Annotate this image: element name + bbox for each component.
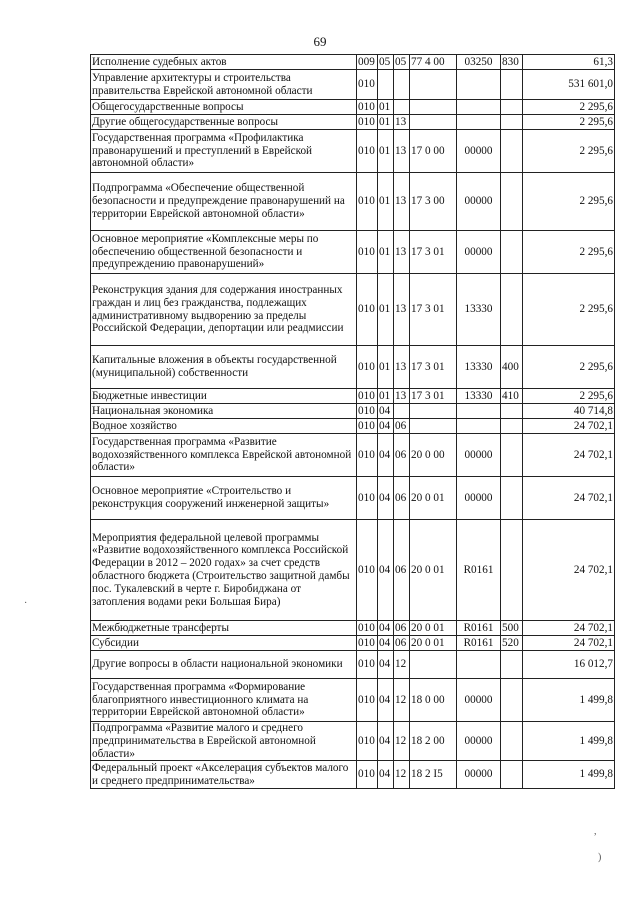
row-name: Исполнение судебных актов (91, 55, 357, 70)
row-name: Другие вопросы в области национальной экономики (91, 651, 357, 679)
row-tsel: 17 3 00 (410, 173, 457, 231)
row-tsel: 20 0 01 (410, 621, 457, 636)
row-amount: 2 295,6 (523, 274, 615, 346)
row-rz: 04 (378, 722, 394, 761)
row-pr: 06 (394, 621, 410, 636)
row-rz: 01 (378, 346, 394, 389)
table-row (91, 679, 615, 722)
row-tsel2: R0161 (457, 621, 501, 636)
row-vr (501, 100, 523, 115)
row-tsel: 18 2 00 (410, 722, 457, 761)
row-ved: 010 (357, 477, 378, 520)
row-tsel (410, 70, 457, 100)
table-row (91, 274, 615, 346)
row-rz: 04 (378, 621, 394, 636)
table-row (91, 434, 615, 477)
row-rz: 01 (378, 173, 394, 231)
row-amount: 2 295,6 (523, 130, 615, 173)
row-vr (501, 679, 523, 722)
row-pr: 13 (394, 389, 410, 404)
row-vr: 400 (501, 346, 523, 389)
row-rz: 04 (378, 651, 394, 679)
row-rz: 05 (378, 55, 394, 70)
row-tsel: 17 3 01 (410, 389, 457, 404)
row-amount: 24 702,1 (523, 477, 615, 520)
row-vr: 410 (501, 389, 523, 404)
row-amount: 24 702,1 (523, 520, 615, 621)
row-amount: 1 499,8 (523, 761, 615, 789)
row-rz: 04 (378, 434, 394, 477)
row-ved: 010 (357, 100, 378, 115)
row-vr (501, 761, 523, 789)
row-vr (501, 651, 523, 679)
row-tsel2 (457, 100, 501, 115)
table-row (91, 419, 615, 434)
row-pr: 12 (394, 722, 410, 761)
table-row (91, 55, 615, 70)
row-pr: 12 (394, 679, 410, 722)
row-amount: 40 714,8 (523, 404, 615, 419)
row-amount: 2 295,6 (523, 346, 615, 389)
row-pr: 06 (394, 434, 410, 477)
row-vr (501, 231, 523, 274)
row-ved: 010 (357, 761, 378, 789)
row-tsel2: 00000 (457, 130, 501, 173)
row-amount: 2 295,6 (523, 100, 615, 115)
row-pr (394, 404, 410, 419)
row-ved: 010 (357, 274, 378, 346)
row-amount: 1 499,8 (523, 679, 615, 722)
row-vr (501, 173, 523, 231)
row-pr: 06 (394, 477, 410, 520)
table-row (91, 173, 615, 231)
row-tsel2 (457, 115, 501, 130)
budget-table (90, 54, 615, 789)
row-name: Межбюджетные трансферты (91, 621, 357, 636)
row-vr: 520 (501, 636, 523, 651)
row-amount: 24 702,1 (523, 419, 615, 434)
row-ved: 010 (357, 130, 378, 173)
row-amount: 61,3 (523, 55, 615, 70)
table-row (91, 621, 615, 636)
row-amount: 2 295,6 (523, 231, 615, 274)
row-tsel: 20 0 01 (410, 636, 457, 651)
row-amount: 24 702,1 (523, 621, 615, 636)
row-ved: 009 (357, 55, 378, 70)
row-ved: 010 (357, 722, 378, 761)
row-amount: 2 295,6 (523, 173, 615, 231)
row-vr (501, 419, 523, 434)
row-name: Государственная программа «Развитие водохозяйственного комплекса Еврейской автономной области» (91, 434, 357, 477)
row-rz: 01 (378, 389, 394, 404)
row-name: Национальная экономика (91, 404, 357, 419)
row-tsel (410, 404, 457, 419)
row-tsel2: 13330 (457, 389, 501, 404)
row-tsel2: 00000 (457, 761, 501, 789)
row-amount: 531 601,0 (523, 70, 615, 100)
row-pr: 06 (394, 419, 410, 434)
row-pr: 06 (394, 636, 410, 651)
row-amount: 2 295,6 (523, 389, 615, 404)
row-pr: 12 (394, 761, 410, 789)
row-tsel2: R0161 (457, 520, 501, 621)
row-name: Бюджетные инвестиции (91, 389, 357, 404)
row-rz: 01 (378, 115, 394, 130)
row-tsel2: 00000 (457, 173, 501, 231)
row-vr (501, 722, 523, 761)
row-ved: 010 (357, 679, 378, 722)
row-tsel2 (457, 651, 501, 679)
row-vr (501, 70, 523, 100)
table-row (91, 115, 615, 130)
row-rz: 04 (378, 520, 394, 621)
row-ved: 010 (357, 389, 378, 404)
row-name: Общегосударственные вопросы (91, 100, 357, 115)
row-amount: 1 499,8 (523, 722, 615, 761)
row-tsel: 77 4 00 (410, 55, 457, 70)
row-vr (501, 115, 523, 130)
row-tsel2: 00000 (457, 477, 501, 520)
row-ved: 010 (357, 419, 378, 434)
row-vr: 830 (501, 55, 523, 70)
row-tsel: 17 0 00 (410, 130, 457, 173)
row-tsel: 20 0 01 (410, 477, 457, 520)
row-vr (501, 520, 523, 621)
margin-tick-mark: , (594, 826, 597, 837)
row-ved: 010 (357, 520, 378, 621)
row-rz: 04 (378, 679, 394, 722)
row-tsel2: 00000 (457, 434, 501, 477)
row-rz: 04 (378, 404, 394, 419)
row-tsel: 17 3 01 (410, 231, 457, 274)
row-vr (501, 477, 523, 520)
row-tsel (410, 100, 457, 115)
row-tsel: 17 3 01 (410, 346, 457, 389)
row-tsel: 18 0 00 (410, 679, 457, 722)
table-row (91, 346, 615, 389)
row-name: Подпрограмма «Обеспечение общественной безопасности и предупреждение правонарушений на территории Еврейской автономной области» (91, 173, 357, 231)
row-tsel: 20 0 01 (410, 520, 457, 621)
row-name: Основное мероприятие «Строительство и реконструкция сооружений инженерной защиты» (91, 477, 357, 520)
row-tsel2: 00000 (457, 722, 501, 761)
row-pr: 05 (394, 55, 410, 70)
row-vr: 500 (501, 621, 523, 636)
row-ved: 010 (357, 173, 378, 231)
row-amount: 16 012,7 (523, 651, 615, 679)
row-amount: 2 295,6 (523, 115, 615, 130)
row-ved: 010 (357, 651, 378, 679)
row-name: Водное хозяйство (91, 419, 357, 434)
row-name: Федеральный проект «Акселерация субъектов малого и среднего предпринимательства» (91, 761, 357, 789)
row-rz: 04 (378, 477, 394, 520)
row-pr: 13 (394, 173, 410, 231)
row-name: Реконструкция здания для содержания иностранных граждан и лиц без гражданства, подлежащих административному выдворению за пределы Российской Федерации, депортации или реадмиссии (91, 274, 357, 346)
table-row (91, 389, 615, 404)
row-vr (501, 404, 523, 419)
row-pr: 06 (394, 520, 410, 621)
row-tsel2 (457, 70, 501, 100)
row-pr: 13 (394, 346, 410, 389)
row-rz: 01 (378, 274, 394, 346)
row-tsel (410, 651, 457, 679)
table-row (91, 636, 615, 651)
row-tsel: 18 2 I5 (410, 761, 457, 789)
row-name: Мероприятия федеральной целевой программы «Развитие водохозяйственного комплекса Российской Федерации в 2012 – 2020 годах» за счет средств областного бюджета (Строительство защитной дамбы пос. Тукалевский в черте г. Биробиджана от затопления водами реки Большая Бира) (91, 520, 357, 621)
row-tsel2: R0161 (457, 636, 501, 651)
row-ved: 010 (357, 231, 378, 274)
row-tsel2: 03250 (457, 55, 501, 70)
row-rz: 04 (378, 419, 394, 434)
table-row (91, 477, 615, 520)
row-tsel2 (457, 419, 501, 434)
table-row (91, 651, 615, 679)
row-tsel: 20 0 00 (410, 434, 457, 477)
table-row (91, 722, 615, 761)
margin-dot-mark: · (24, 598, 28, 609)
row-name: Государственная программа «Формирование благоприятного инвестиционного климата на территории Еврейской автономной области» (91, 679, 357, 722)
table-row (91, 130, 615, 173)
row-pr: 12 (394, 651, 410, 679)
row-ved: 010 (357, 621, 378, 636)
row-tsel2: 13330 (457, 274, 501, 346)
row-name: Другие общегосударственные вопросы (91, 115, 357, 130)
row-ved: 010 (357, 636, 378, 651)
row-name: Субсидии (91, 636, 357, 651)
row-pr (394, 70, 410, 100)
row-rz: 01 (378, 231, 394, 274)
row-tsel2 (457, 404, 501, 419)
table-row (91, 70, 615, 100)
row-ved: 010 (357, 434, 378, 477)
table-row (91, 231, 615, 274)
row-pr: 13 (394, 115, 410, 130)
row-ved: 010 (357, 115, 378, 130)
row-tsel: 17 3 01 (410, 274, 457, 346)
row-tsel (410, 115, 457, 130)
row-name: Подпрограмма «Развитие малого и среднего предпринимательства в Еврейской автономной области» (91, 722, 357, 761)
row-vr (501, 434, 523, 477)
row-rz: 04 (378, 636, 394, 651)
row-tsel2: 13330 (457, 346, 501, 389)
row-tsel2: 00000 (457, 231, 501, 274)
row-ved: 010 (357, 70, 378, 100)
row-rz (378, 70, 394, 100)
table-row (91, 520, 615, 621)
row-tsel2: 00000 (457, 679, 501, 722)
row-pr: 13 (394, 231, 410, 274)
table-row (91, 100, 615, 115)
row-name: Управление архитектуры и строительства правительства Еврейской автономной области (91, 70, 357, 100)
table-row (91, 761, 615, 789)
row-pr: 13 (394, 274, 410, 346)
page-number: 69 (313, 34, 327, 49)
row-vr (501, 274, 523, 346)
row-name: Капитальные вложения в объекты государственной (муниципальной) собственности (91, 346, 357, 389)
table-row (91, 404, 615, 419)
row-pr: 13 (394, 130, 410, 173)
row-rz: 04 (378, 761, 394, 789)
row-rz: 01 (378, 100, 394, 115)
row-rz: 01 (378, 130, 394, 173)
row-ved: 010 (357, 346, 378, 389)
row-name: Государственная программа «Профилактика правонарушений и преступлений в Еврейской автономной области» (91, 130, 357, 173)
row-amount: 24 702,1 (523, 434, 615, 477)
row-vr (501, 130, 523, 173)
row-pr (394, 100, 410, 115)
margin-paren-mark: ) (598, 852, 602, 863)
row-amount: 24 702,1 (523, 636, 615, 651)
row-ved: 010 (357, 404, 378, 419)
row-tsel (410, 419, 457, 434)
row-name: Основное мероприятие «Комплексные меры по обеспечению общественной безопасности и предупреждению правонарушений» (91, 231, 357, 274)
